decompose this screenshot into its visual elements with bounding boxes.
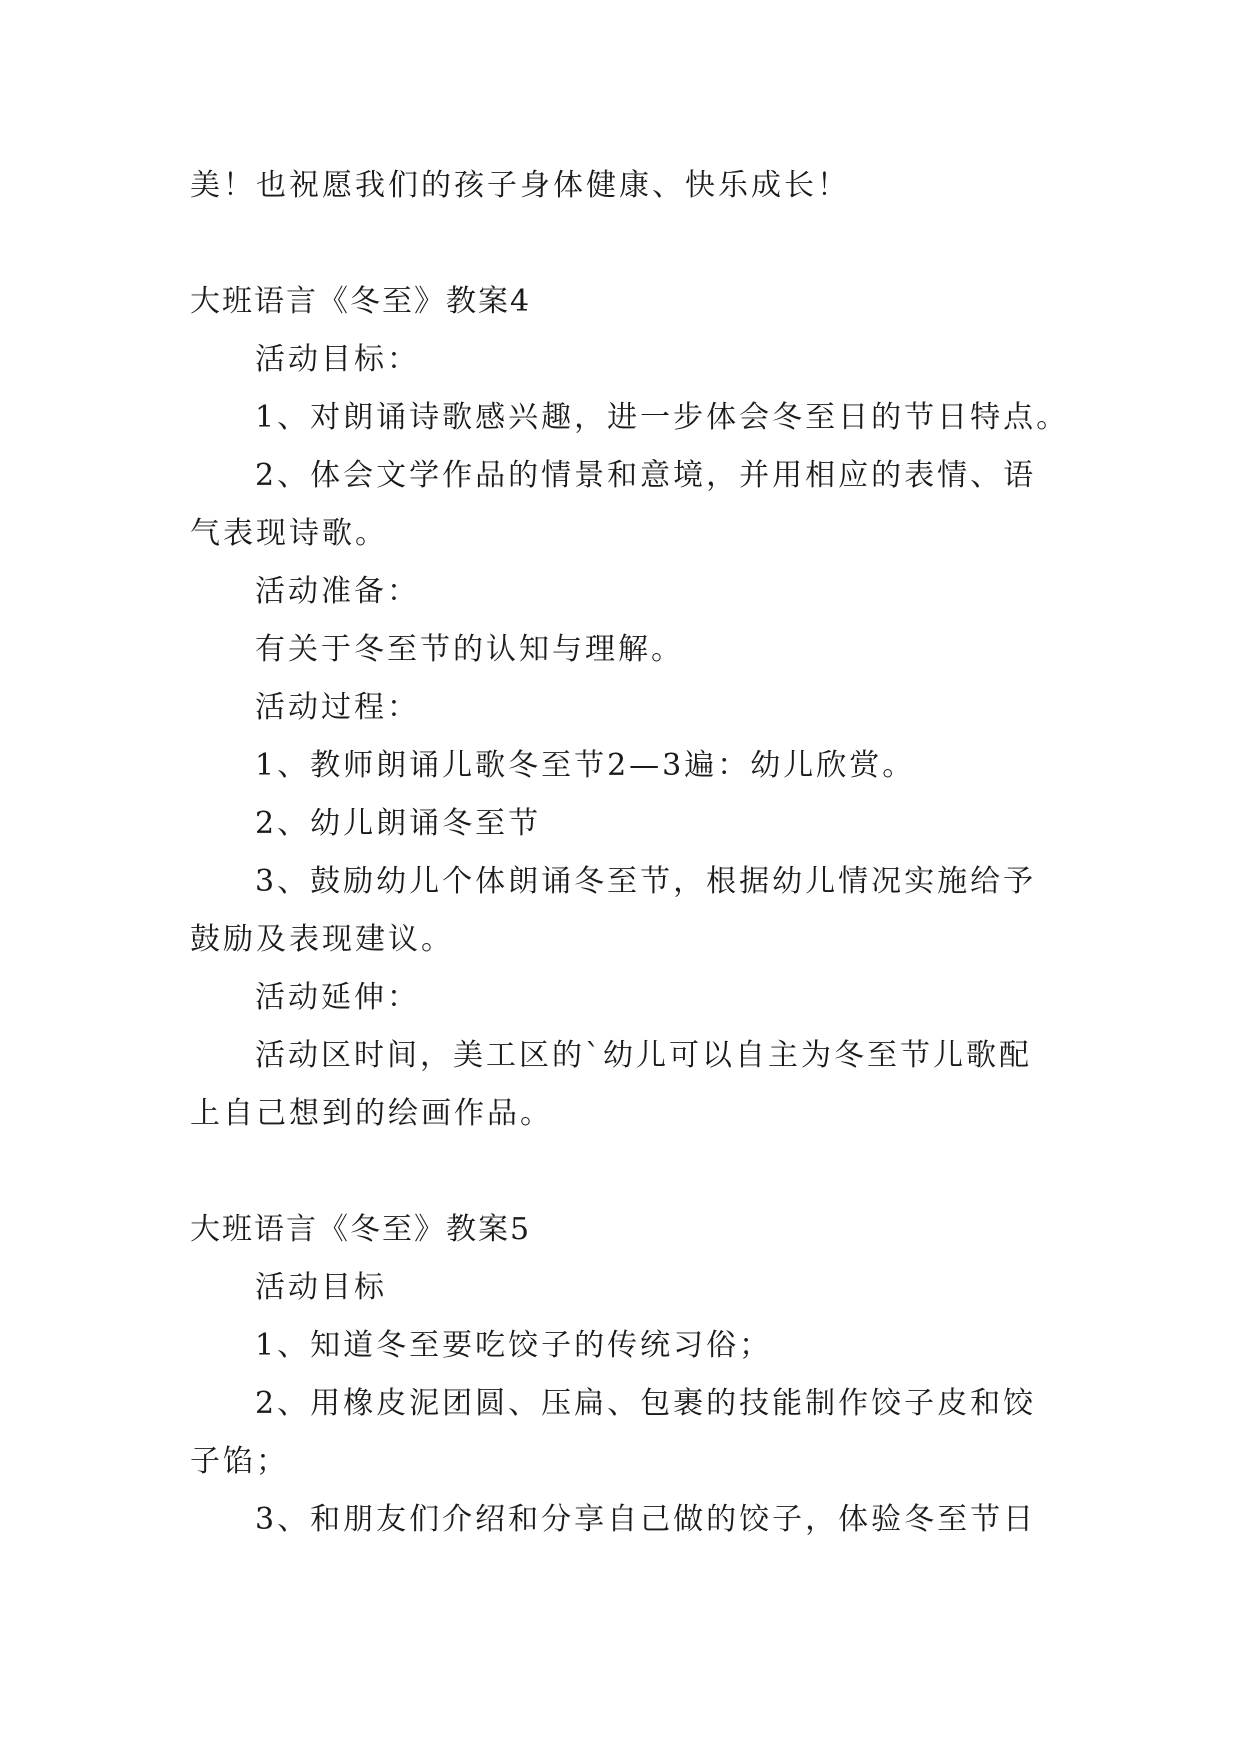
section-heading-5: 大班语言《冬至》教案5 <box>190 1212 532 1247</box>
list-item-continuation: 气表现诗歌。 <box>190 516 388 551</box>
list-item: 2、用橡皮泥团圆、压扁、包裹的技能制作饺子皮和饺 <box>255 1386 1037 1421</box>
list-item: 3、鼓励幼儿个体朗诵冬至节，根据幼儿情况实施给予 <box>255 864 1037 899</box>
list-item: 2、幼儿朗诵冬至节 <box>255 806 542 841</box>
list-item: 2、体会文学作品的情景和意境，并用相应的表情、语 <box>255 458 1037 493</box>
subheading-activity-goals: 活动目标： <box>255 342 420 377</box>
body-text-continuation: 上自己想到的绘画作品。 <box>190 1096 553 1131</box>
list-item: 3、和朋友们介绍和分享自己做的饺子，体验冬至节日 <box>255 1502 1037 1537</box>
body-text-line: 活动区时间，美工区的`幼儿可以自主为冬至节儿歌配 <box>255 1038 1032 1073</box>
list-item: 1、教师朗诵儿歌冬至节2—3遍：幼儿欣赏。 <box>255 748 916 783</box>
list-item: 1、对朗诵诗歌感兴趣，进一步体会冬至日的节日特点。 <box>255 400 1070 435</box>
list-item: 1、知道冬至要吃饺子的传统习俗； <box>255 1328 773 1363</box>
list-item-continuation: 鼓励及表现建议。 <box>190 922 454 957</box>
body-text-line: 美！也祝愿我们的孩子身体健康、快乐成长！ <box>190 168 850 203</box>
section-heading-4: 大班语言《冬至》教案4 <box>190 284 532 319</box>
subheading-activity-preparation: 活动准备： <box>255 574 420 609</box>
body-text-line: 有关于冬至节的认知与理解。 <box>255 632 684 667</box>
subheading-activity-extension: 活动延伸： <box>255 980 420 1015</box>
subheading-activity-process: 活动过程： <box>255 690 420 725</box>
subheading-activity-goals: 活动目标 <box>255 1270 387 1305</box>
list-item-continuation: 子馅； <box>190 1444 289 1479</box>
